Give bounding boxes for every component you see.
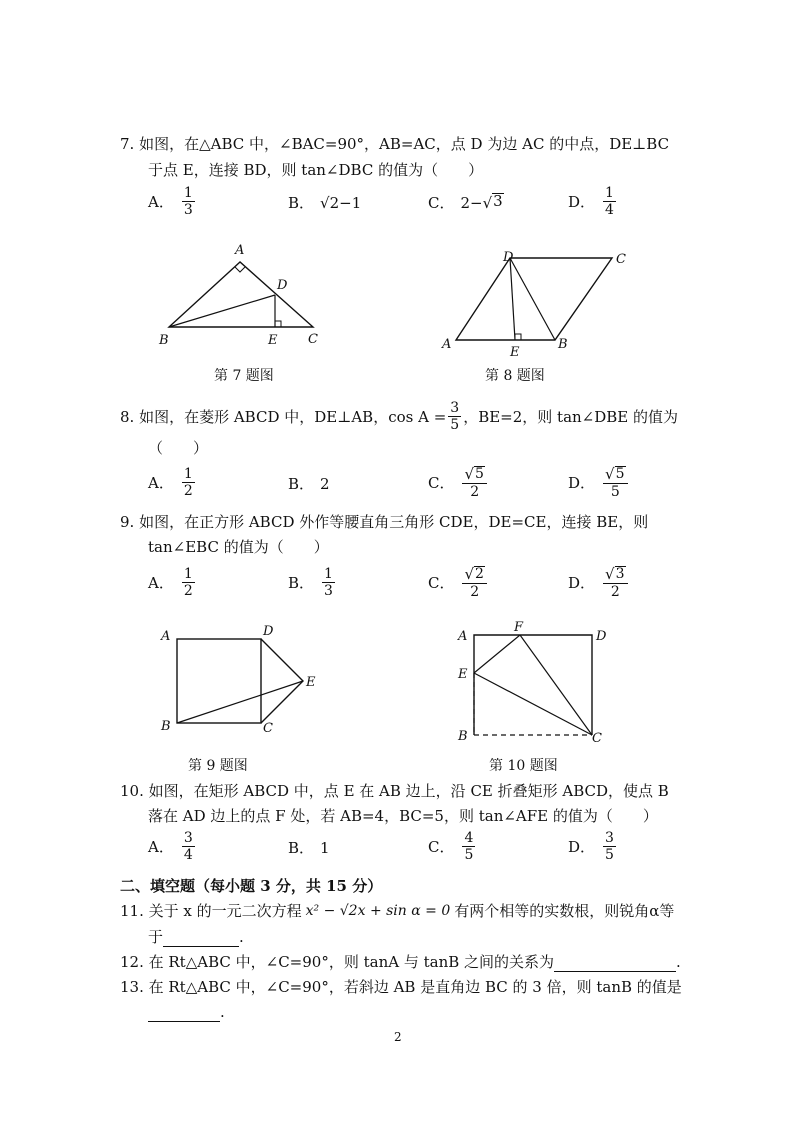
q11-text-a: 11. 关于 x 的一元二次方程	[120, 902, 302, 920]
option-value: 2	[320, 475, 330, 493]
page-number: 2	[394, 1030, 402, 1044]
q8-option-d[interactable]	[568, 466, 630, 500]
option-label: C．	[428, 574, 455, 592]
label-d: D	[503, 250, 514, 265]
label-b: B	[161, 719, 171, 734]
q13-line1: 13. 在 Rt△ABC 中，∠C=90°，若斜边 AB 是直角边 BC 的 3 倍，则 tanB 的值是	[120, 978, 682, 996]
q9-option-d[interactable]	[568, 566, 630, 600]
q8-option-b[interactable]	[288, 474, 330, 494]
caption-7: 第 7 题图	[214, 368, 274, 384]
q10-option-a[interactable]	[148, 830, 197, 863]
option-value: −1	[339, 194, 362, 212]
q9-option-a[interactable]	[148, 566, 197, 599]
option-label: D．	[568, 574, 596, 592]
q10-option-d[interactable]	[568, 830, 618, 863]
q9-line1: 9. 如图，在正方形 ABCD 外作等腰直角三角形 CDE，DE=CE，连接 BE，则	[120, 513, 649, 531]
q11-line2: 于 .	[148, 928, 244, 946]
label-c: C	[263, 721, 273, 736]
q11-text-c: 于	[148, 928, 164, 946]
option-label: B．	[288, 839, 315, 857]
label-a: A	[442, 337, 452, 352]
label-c: C	[308, 332, 318, 347]
option-label: A．	[148, 837, 174, 856]
fraction: $\frac{3}{5}$	[605, 830, 614, 863]
caption-8: 第 8 题图	[485, 368, 545, 384]
label-a: A	[458, 629, 468, 644]
fraction: √ 5 2	[462, 466, 486, 500]
option-label: B．	[288, 194, 315, 212]
fraction: $\frac{1}{3}$	[324, 566, 333, 599]
q8-option-a[interactable]	[148, 466, 197, 499]
section-heading: 二、填空题（每小题 3 分，共 15 分）	[120, 877, 383, 895]
fraction: $\frac{4}{5}$	[464, 830, 474, 863]
option-label: A．	[148, 473, 174, 492]
fraction: $\frac{3}{5}$	[450, 400, 460, 433]
label-e: E	[510, 345, 520, 360]
label-e: E	[268, 333, 278, 348]
label-e: E	[306, 675, 316, 690]
q7-option-d[interactable]	[568, 185, 618, 218]
q10-option-c[interactable]	[428, 830, 477, 863]
option-label: C．	[428, 837, 455, 856]
label-f: F	[514, 620, 524, 635]
option-label: C．	[428, 194, 455, 212]
figure-7	[155, 240, 330, 352]
q10-option-b[interactable]	[288, 838, 330, 858]
option-label: D．	[568, 837, 596, 856]
answer-blank[interactable]	[148, 1021, 220, 1022]
option-label: A．	[148, 192, 174, 211]
label-a: A	[161, 629, 171, 644]
q7-option-a[interactable]	[148, 185, 197, 218]
option-value: 2−	[460, 194, 483, 212]
option-label: D．	[568, 474, 596, 492]
label-d: D	[277, 278, 288, 293]
label-c: C	[616, 252, 626, 267]
sqrt: √ 3	[482, 192, 503, 212]
q11-line1	[120, 901, 674, 921]
q13-line2: .	[148, 1002, 225, 1022]
label-b: B	[458, 729, 468, 744]
answer-blank[interactable]	[554, 971, 676, 972]
q10-line2: 落在 AD 边上的点 F 处，若 AB=4，BC=5，则 tan∠AFE 的值为（ ）	[148, 807, 658, 825]
option-label: B．	[288, 475, 315, 493]
label-b: B	[159, 333, 169, 348]
option-label: D．	[568, 192, 596, 211]
label-c: C	[592, 731, 602, 746]
q12-line1: 12. 在 Rt△ABC 中，∠C=90°，则 tanA 与 tanB 之间的关系为 .	[120, 953, 681, 971]
figure-9	[155, 622, 330, 742]
caption-10: 第 10 题图	[489, 758, 558, 774]
fraction: $\frac{1}{3}$	[183, 185, 193, 218]
option-value: 1	[320, 839, 330, 857]
q12-text: 12. 在 Rt△ABC 中，∠C=90°，则 tanA 与 tanB 之间的关系为	[120, 953, 555, 971]
q7-line1: 7. 如图，在△ABC 中，∠BAC=90°，AB=AC，点 D 为边 AC 的中点，DE⊥BC	[120, 135, 670, 153]
figure-8	[438, 248, 638, 360]
option-label: B．	[288, 573, 315, 592]
q9-option-b[interactable]	[288, 566, 337, 599]
label-e: E	[458, 667, 468, 682]
answer-blank[interactable]	[163, 946, 239, 947]
sqrt-value: √2	[320, 194, 340, 212]
q8-line2: （ ）	[148, 439, 209, 457]
q11-text-b: 有两个相等的实数根，则锐角α等	[454, 902, 675, 920]
label-b: B	[558, 337, 568, 352]
q7-line2: 于点 E，连接 BD，则 tan∠DBC 的值为（ ）	[148, 161, 484, 179]
fraction: $\frac{1}{2}$	[183, 466, 193, 499]
q9-option-c[interactable]	[428, 566, 489, 600]
figure-10	[452, 618, 622, 746]
fraction: √ 3 2	[603, 566, 627, 600]
label-d: D	[596, 629, 607, 644]
option-label: C．	[428, 474, 455, 492]
q8-line1	[120, 400, 678, 433]
q8-option-c[interactable]	[428, 466, 489, 500]
q7-option-b[interactable]	[288, 193, 361, 213]
q8-text-a: 8. 如图，在菱形 ABCD 中，DE⊥AB，cos A =	[120, 407, 447, 426]
q10-line1: 10. 如图，在矩形 ABCD 中，点 E 在 AB 边上，沿 CE 折叠矩形 ABCD，使点 B	[120, 782, 669, 800]
q8-text-b: ，BE=2，则 tan∠DBE 的值为	[463, 407, 679, 426]
q9-line2: tan∠EBC 的值为（ ）	[148, 538, 329, 556]
fraction: $\frac{1}{4}$	[605, 185, 614, 218]
q7-option-c[interactable]	[428, 193, 504, 213]
fraction: $\frac{3}{4}$	[183, 830, 193, 863]
fraction: √ 5 5	[603, 466, 627, 500]
label-a: A	[235, 243, 245, 258]
label-d: D	[263, 624, 274, 639]
fraction: $\frac{1}{2}$	[183, 566, 193, 599]
option-label: A．	[148, 573, 174, 592]
fraction: √ 2 2	[462, 566, 486, 600]
caption-9: 第 9 题图	[188, 758, 248, 774]
q11-equation: x² − √2x + sin α = 0	[305, 903, 451, 919]
